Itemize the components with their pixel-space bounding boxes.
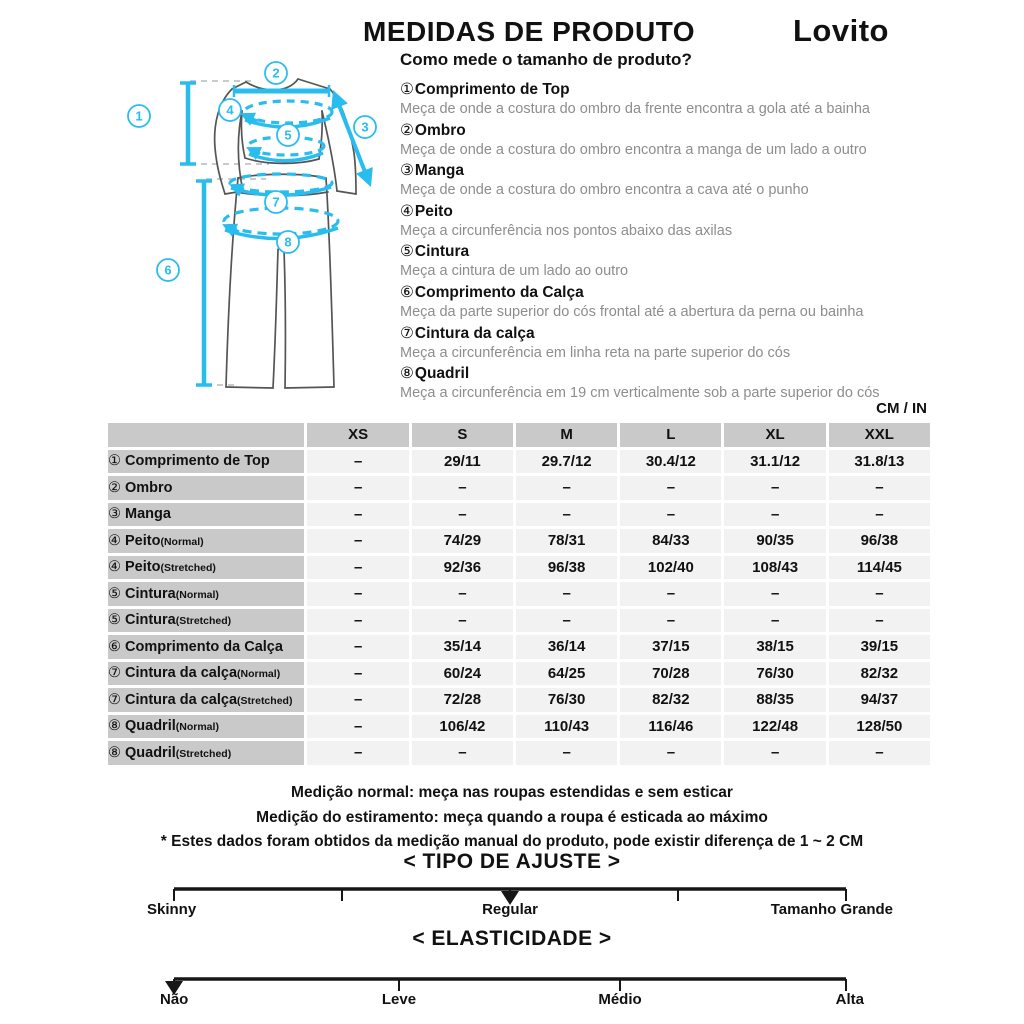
table-row: ⑧ Quadril(Stretched) – – – – – – (108, 741, 930, 765)
marker-2: 2 (272, 65, 280, 81)
table-row: ④ Peito(Normal) – 74/29 78/31 84/33 90/35 96/38 (108, 529, 930, 553)
note-disclaimer: * Estes dados foram obtidos da medição manual do produto, pode existir diferença de 1 ~ 2 CM (160, 833, 864, 850)
size-table (105, 420, 933, 768)
table-row: ③ Manga – – – – – – (108, 503, 930, 527)
col-header-xl: XL (724, 423, 825, 447)
size-table-header-row (108, 423, 930, 447)
guide-item-hip: ⑧Quadril Meça a circunferência em 19 cm verticalmente sob a parte superior do cós (400, 365, 880, 402)
col-header-s: S (412, 423, 513, 447)
units-label: CM / IN (876, 400, 927, 417)
note-normal: Medição normal: meça nas roupas estendidas e sem esticar (291, 784, 733, 801)
diagram-number-markers (128, 62, 376, 281)
marker-1: 1 (135, 108, 143, 124)
marker-8: 8 (284, 234, 292, 250)
col-header-xxl: XXL (829, 423, 930, 447)
col-header-l: L (620, 423, 721, 447)
fit-label-plus: Tamanho Grande (770, 901, 893, 918)
guide-item-bust: ④Peito Meça a circunferência nos pontos abaixo das axilas (400, 202, 733, 239)
elasticity-scale (0, 971, 1024, 997)
fit-label-skinny: Skinny (147, 901, 197, 918)
measurement-notes (0, 781, 1024, 855)
guide-item-shoulder: ②Ombro Meça de onde a costura do ombro encontra a manga de um lado a outro (400, 121, 867, 158)
marker-6: 6 (164, 262, 172, 278)
corner-cell (108, 423, 304, 447)
brand-logo: Lovito (793, 13, 889, 48)
guide-item-waist: ⑤Cintura Meça a cintura de um lado ao outro (400, 243, 629, 280)
table-row: ① Comprimento de Top – 29/11 29.7/12 30.4/12 31.1/12 31.8/13 (108, 450, 930, 474)
guide-item-top-length: ①Comprimento de Top Meça de onde a costura do ombro da frente encontra a gola até a bainha (400, 81, 870, 117)
col-header-xs: XS (307, 423, 408, 447)
table-row: ⑦ Cintura da calça(Normal) – 60/24 64/25 70/28 76/30 82/32 (108, 662, 930, 686)
marker-4: 4 (226, 102, 234, 118)
garment-measurement-diagram (126, 58, 411, 410)
elasticity-label-none: Não (160, 991, 189, 1008)
table-row: ⑤ Cintura(Stretched) – – – – – – (108, 609, 930, 633)
elasticity-scale-title: < ELASTICIDADE > (412, 927, 612, 950)
table-row: ⑥ Comprimento da Calça – 35/14 36/14 37/15 38/15 39/15 (108, 635, 930, 659)
fit-scale-title: < TIPO DE AJUSTE > (403, 850, 621, 873)
marker-7: 7 (272, 194, 280, 210)
fit-label-regular: Regular (482, 901, 538, 918)
guide-item-pants-length: ⑥Comprimento da Calça Meça da parte superior do cós frontal até a abertura da perna ou bainha (400, 283, 864, 320)
table-row: ④ Peito(Stretched) – 92/36 96/38 102/40 108/43 114/45 (108, 556, 930, 580)
col-header-m: M (516, 423, 617, 447)
guide-heading: Como mede o tamanho de produto? (400, 50, 692, 69)
elasticity-label-light: Leve (381, 991, 417, 1008)
table-row: ⑤ Cintura(Normal) – – – – – – (108, 582, 930, 606)
table-row: ⑦ Cintura da calça(Stretched) – 72/28 76/30 82/32 88/35 94/37 (108, 688, 930, 712)
guide-item-pants-waist: ⑦Cintura da calça Meça a circunferência em linha reta na parte superior do cós (400, 324, 791, 361)
measure-guide (400, 50, 935, 404)
table-row: ⑧ Quadril(Normal) – 106/42 110/43 116/46 122/48 128/50 (108, 715, 930, 739)
elasticity-label-high: Alta (835, 991, 864, 1008)
marker-3: 3 (361, 119, 369, 135)
elasticity-label-medium: Médio (598, 991, 642, 1008)
guide-item-sleeve: ③Manga Meça de onde a costura do ombro encontra a cava até o punho (400, 162, 809, 199)
table-row: ② Ombro – – – – – – (108, 476, 930, 500)
page-title: MEDIDAS DE PRODUTO (363, 16, 696, 47)
note-stretched: Medição do estiramento: meça quando a roupa é esticada ao máximo (256, 808, 768, 826)
marker-5: 5 (284, 127, 292, 143)
